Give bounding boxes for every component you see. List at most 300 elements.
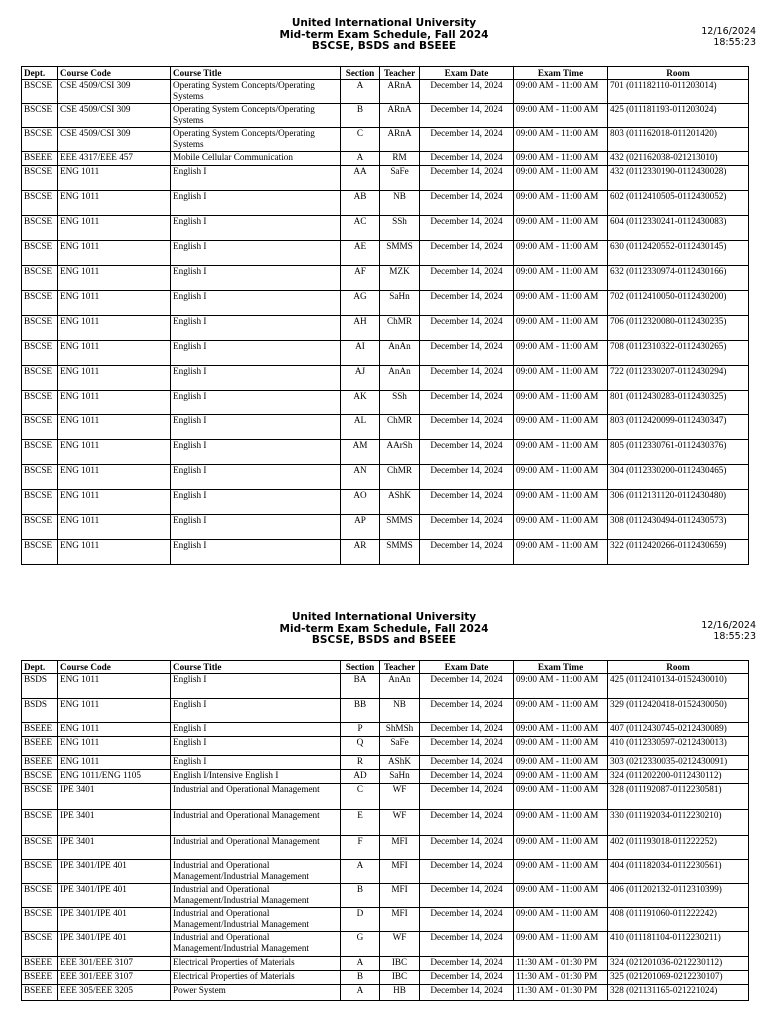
dept-cell: BSCSE <box>22 836 58 860</box>
room-cell: 801 (0112430283-0112430325) <box>608 391 749 415</box>
room-header: Room <box>608 661 749 674</box>
section-cell: AF <box>341 266 380 291</box>
section-cell: B <box>341 971 380 985</box>
room-cell: 328 (021131165-021221024) <box>608 985 749 1001</box>
exam-time-cell: 09:00 AM - 11:00 AM <box>514 908 608 932</box>
table-row <box>22 674 749 699</box>
exam-time-header: Exam Time <box>514 67 608 80</box>
teacher-header: Teacher <box>380 67 420 80</box>
room-cell: 632 (0112330974-0112430166) <box>608 266 749 291</box>
university-name: United International University <box>291 17 477 29</box>
dept-cell: BSCSE <box>22 540 58 565</box>
course-title-cell: English I <box>171 723 341 737</box>
exam-date-cell: December 14, 2024 <box>420 216 514 241</box>
section-cell: R <box>341 756 380 770</box>
exam-time-cell: 09:00 AM - 11:00 AM <box>514 932 608 957</box>
course-title-cell: Industrial and Operational Management/Industrial Management <box>171 884 341 908</box>
exam-date-cell: December 14, 2024 <box>420 80 514 104</box>
dept-cell: BSEEE <box>22 723 58 737</box>
table-row <box>22 884 749 908</box>
table-row <box>22 723 749 737</box>
course-code-cell: IPE 3401 <box>58 810 171 836</box>
print-time: 18:55:23 <box>713 37 756 48</box>
exam-date-header: Exam Date <box>420 67 514 80</box>
page-header <box>0 594 768 646</box>
course-code-cell: EEE 4317/EEE 457 <box>58 152 171 166</box>
dept-cell: BSCSE <box>22 166 58 191</box>
exam-date-header: Exam Date <box>420 661 514 674</box>
exam-time-cell: 11:30 AM - 01:30 PM <box>514 957 608 971</box>
exam-time-cell: 09:00 AM - 11:00 AM <box>514 152 608 166</box>
teacher-cell: SaFe <box>380 166 420 191</box>
table-row <box>22 770 749 784</box>
course-code-cell: ENG 1011 <box>58 756 171 770</box>
exam-date-cell: December 14, 2024 <box>420 465 514 490</box>
section-cell: AG <box>341 291 380 316</box>
course-title-cell: English I <box>171 737 341 756</box>
exam-time-cell: 09:00 AM - 11:00 AM <box>514 756 608 770</box>
course-code-cell: ENG 1011 <box>58 674 171 699</box>
table-row <box>22 80 749 104</box>
exam-date-cell: December 14, 2024 <box>420 932 514 957</box>
dept-cell: BSEEE <box>22 756 58 770</box>
exam-time-cell: 09:00 AM - 11:00 AM <box>514 366 608 391</box>
exam-date-cell: December 14, 2024 <box>420 104 514 128</box>
course-title-cell: English I <box>171 366 341 391</box>
course-title-cell: Power System <box>171 985 341 1001</box>
section-cell: AA <box>341 166 380 191</box>
dept-cell: BSCSE <box>22 860 58 884</box>
section-cell: AJ <box>341 366 380 391</box>
course-title-cell: English I <box>171 166 341 191</box>
table-header-row <box>22 661 749 674</box>
exam-time-cell: 09:00 AM - 11:00 AM <box>514 191 608 216</box>
table-row <box>22 415 749 440</box>
dept-cell: BSCSE <box>22 440 58 465</box>
course-title-cell: English I <box>171 465 341 490</box>
exam-date-cell: December 14, 2024 <box>420 152 514 166</box>
exam-time-cell: 09:00 AM - 11:00 AM <box>514 699 608 723</box>
exam-date-cell: December 14, 2024 <box>420 540 514 565</box>
table-row <box>22 540 749 565</box>
section-cell: BB <box>341 699 380 723</box>
table-row <box>22 128 749 152</box>
room-cell: 324 (021201036-0212230112) <box>608 957 749 971</box>
exam-date-cell: December 14, 2024 <box>420 770 514 784</box>
dept-cell: BSCSE <box>22 241 58 266</box>
table-row <box>22 366 749 391</box>
exam-time-cell: 09:00 AM - 11:00 AM <box>514 216 608 241</box>
dept-cell: BSCSE <box>22 341 58 366</box>
course-title-header: Course Title <box>171 661 341 674</box>
exam-date-cell: December 14, 2024 <box>420 957 514 971</box>
course-title-cell: English I <box>171 756 341 770</box>
course-title-cell: English I <box>171 391 341 415</box>
dept-cell: BSEEE <box>22 737 58 756</box>
course-title-cell: Industrial and Operational Management/Industrial Management <box>171 908 341 932</box>
course-title-cell: Operating System Concepts/Operating Systems <box>171 104 341 128</box>
dept-cell: BSCSE <box>22 266 58 291</box>
course-code-cell: ENG 1011 <box>58 216 171 241</box>
table-row <box>22 266 749 291</box>
course-code-cell: IPE 3401/IPE 401 <box>58 884 171 908</box>
exam-time-cell: 09:00 AM - 11:00 AM <box>514 391 608 415</box>
course-code-cell: EEE 305/EEE 3205 <box>58 985 171 1001</box>
teacher-cell: SaFe <box>380 737 420 756</box>
room-cell: 322 (0112420266-0112430659) <box>608 540 749 565</box>
teacher-cell: ChMR <box>380 316 420 341</box>
table-row <box>22 216 749 241</box>
exam-time-cell: 09:00 AM - 11:00 AM <box>514 465 608 490</box>
room-cell: 604 (0112330241-0112430083) <box>608 216 749 241</box>
course-title-cell: English I <box>171 266 341 291</box>
table-row <box>22 756 749 770</box>
exam-date-cell: December 14, 2024 <box>420 166 514 191</box>
dept-cell: BSCSE <box>22 391 58 415</box>
exam-time-cell: 09:00 AM - 11:00 AM <box>514 104 608 128</box>
room-cell: 706 (0112320080-0112430235) <box>608 316 749 341</box>
table-row <box>22 699 749 723</box>
section-cell: AP <box>341 515 380 540</box>
teacher-cell: MFI <box>380 884 420 908</box>
exam-date-cell: December 14, 2024 <box>420 366 514 391</box>
dept-cell: BSEEE <box>22 152 58 166</box>
course-code-header: Course Code <box>58 661 171 674</box>
schedule-title: Mid-term Exam Schedule, Fall 2024 <box>279 622 489 635</box>
dept-cell: BSDS <box>22 674 58 699</box>
course-code-cell: CSE 4509/CSI 309 <box>58 104 171 128</box>
section-cell: AC <box>341 216 380 241</box>
course-code-cell: ENG 1011 <box>58 699 171 723</box>
course-code-cell: ENG 1011 <box>58 465 171 490</box>
dept-cell: BSEEE <box>22 957 58 971</box>
table-row <box>22 316 749 341</box>
teacher-cell: SaHn <box>380 770 420 784</box>
section-cell: Q <box>341 737 380 756</box>
dept-header: Dept. <box>22 67 58 80</box>
section-header: Section <box>341 67 380 80</box>
teacher-cell: WF <box>380 810 420 836</box>
room-cell: 402 (011193018-011222252) <box>608 836 749 860</box>
dept-cell: BSCSE <box>22 515 58 540</box>
teacher-cell: MFI <box>380 908 420 932</box>
room-cell: 406 (011202132-0112310399) <box>608 884 749 908</box>
exam-time-cell: 09:00 AM - 11:00 AM <box>514 241 608 266</box>
exam-date-cell: December 14, 2024 <box>420 291 514 316</box>
exam-date-cell: December 14, 2024 <box>420 191 514 216</box>
course-code-cell: ENG 1011 <box>58 316 171 341</box>
course-code-cell: ENG 1011 <box>58 415 171 440</box>
dept-cell: BSCSE <box>22 191 58 216</box>
course-title-cell: English I <box>171 515 341 540</box>
dept-header: Dept. <box>22 661 58 674</box>
print-date: 12/16/2024 <box>701 26 756 37</box>
room-cell: 803 (0112420099-0112430347) <box>608 415 749 440</box>
section-cell: A <box>341 860 380 884</box>
course-title-header: Course Title <box>171 67 341 80</box>
table-row <box>22 971 749 985</box>
room-cell: 805 (0112330761-0112430376) <box>608 440 749 465</box>
room-cell: 702 (0112410050-0112430200) <box>608 291 749 316</box>
exam-date-cell: December 14, 2024 <box>420 515 514 540</box>
room-cell: 330 (011192034-0112230210) <box>608 810 749 836</box>
exam-time-cell: 09:00 AM - 11:00 AM <box>514 674 608 699</box>
room-cell: 803 (011162018-011201420) <box>608 128 749 152</box>
program-list: BSCSE, BSDS and BSEEE <box>311 634 457 646</box>
exam-time-cell: 09:00 AM - 11:00 AM <box>514 80 608 104</box>
section-cell: AL <box>341 415 380 440</box>
exam-time-cell: 09:00 AM - 11:00 AM <box>514 166 608 191</box>
section-header: Section <box>341 661 380 674</box>
exam-time-cell: 09:00 AM - 11:00 AM <box>514 341 608 366</box>
exam-date-cell: December 14, 2024 <box>420 884 514 908</box>
section-cell: C <box>341 784 380 810</box>
section-cell: G <box>341 932 380 957</box>
room-cell: 602 (0112410505-0112430052) <box>608 191 749 216</box>
course-code-cell: IPE 3401/IPE 401 <box>58 860 171 884</box>
dept-cell: BSCSE <box>22 784 58 810</box>
course-title-cell: Industrial and Operational Management <box>171 810 341 836</box>
teacher-cell: MZK <box>380 266 420 291</box>
exam-time-cell: 09:00 AM - 11:00 AM <box>514 784 608 810</box>
section-cell: C <box>341 128 380 152</box>
teacher-cell: MFI <box>380 860 420 884</box>
section-cell: A <box>341 957 380 971</box>
room-cell: 325 (021201069-0212230107) <box>608 971 749 985</box>
table-row <box>22 166 749 191</box>
section-cell: AN <box>341 465 380 490</box>
table-row <box>22 440 749 465</box>
teacher-cell: AArSh <box>380 440 420 465</box>
teacher-cell: HB <box>380 985 420 1001</box>
teacher-cell: NB <box>380 699 420 723</box>
section-cell: AM <box>341 440 380 465</box>
table-row <box>22 836 749 860</box>
section-cell: AO <box>341 490 380 515</box>
course-code-cell: ENG 1011 <box>58 515 171 540</box>
teacher-cell: WF <box>380 784 420 810</box>
exam-date-cell: December 14, 2024 <box>420 341 514 366</box>
room-cell: 432 (0112330190-0112430028) <box>608 166 749 191</box>
exam-date-cell: December 14, 2024 <box>420 391 514 415</box>
exam-date-cell: December 14, 2024 <box>420 316 514 341</box>
room-cell: 407 (0112430745-0212430089) <box>608 723 749 737</box>
table-row <box>22 152 749 166</box>
section-cell: AB <box>341 191 380 216</box>
course-title-cell: Electrical Properties of Materials <box>171 971 341 985</box>
exam-time-cell: 09:00 AM - 11:00 AM <box>514 770 608 784</box>
course-code-cell: ENG 1011 <box>58 723 171 737</box>
course-code-cell: ENG 1011 <box>58 291 171 316</box>
room-cell: 410 (011181104-0112230211) <box>608 932 749 957</box>
teacher-cell: SMMS <box>380 515 420 540</box>
teacher-cell: SaHn <box>380 291 420 316</box>
exam-time-cell: 09:00 AM - 11:00 AM <box>514 836 608 860</box>
room-cell: 304 (0112330200-0112430465) <box>608 465 749 490</box>
exam-date-cell: December 14, 2024 <box>420 756 514 770</box>
course-code-cell: ENG 1011 <box>58 737 171 756</box>
course-code-cell: EEE 301/EEE 3107 <box>58 957 171 971</box>
course-title-cell: English I <box>171 291 341 316</box>
teacher-cell: NB <box>380 191 420 216</box>
teacher-header: Teacher <box>380 661 420 674</box>
room-cell: 306 (0112131120-0112430480) <box>608 490 749 515</box>
teacher-cell: ARnA <box>380 104 420 128</box>
teacher-cell: ShMSh <box>380 723 420 737</box>
section-cell: A <box>341 985 380 1001</box>
exam-time-cell: 09:00 AM - 11:00 AM <box>514 737 608 756</box>
section-cell: AK <box>341 391 380 415</box>
course-title-cell: Operating System Concepts/Operating Systems <box>171 128 341 152</box>
teacher-cell: AnAn <box>380 674 420 699</box>
exam-date-cell: December 14, 2024 <box>420 810 514 836</box>
course-code-cell: IPE 3401/IPE 401 <box>58 908 171 932</box>
teacher-cell: IBC <box>380 971 420 985</box>
course-title-cell: Electrical Properties of Materials <box>171 957 341 971</box>
print-timestamp <box>701 26 756 48</box>
exam-date-cell: December 14, 2024 <box>420 860 514 884</box>
table-row <box>22 241 749 266</box>
exam-time-cell: 09:00 AM - 11:00 AM <box>514 723 608 737</box>
dept-cell: BSCSE <box>22 316 58 341</box>
course-title-cell: English I <box>171 490 341 515</box>
teacher-cell: WF <box>380 932 420 957</box>
exam-date-cell: December 14, 2024 <box>420 737 514 756</box>
exam-time-cell: 09:00 AM - 11:00 AM <box>514 440 608 465</box>
teacher-cell: IBC <box>380 957 420 971</box>
section-cell: F <box>341 836 380 860</box>
exam-date-cell: December 14, 2024 <box>420 836 514 860</box>
teacher-cell: ARnA <box>380 128 420 152</box>
table-row <box>22 191 749 216</box>
course-code-header: Course Code <box>58 67 171 80</box>
dept-cell: BSCSE <box>22 128 58 152</box>
table-row <box>22 957 749 971</box>
exam-date-cell: December 14, 2024 <box>420 784 514 810</box>
teacher-cell: ChMR <box>380 465 420 490</box>
print-timestamp <box>701 620 756 642</box>
room-cell: 410 (0112330597-0212430013) <box>608 737 749 756</box>
teacher-cell: AnAn <box>380 341 420 366</box>
room-cell: 328 (011192087-0112230581) <box>608 784 749 810</box>
section-cell: B <box>341 104 380 128</box>
course-code-cell: ENG 1011 <box>58 490 171 515</box>
room-cell: 432 (021162038-021213010) <box>608 152 749 166</box>
course-title-cell: English I <box>171 415 341 440</box>
table-row <box>22 985 749 1001</box>
course-code-cell: ENG 1011 <box>58 540 171 565</box>
exam-date-cell: December 14, 2024 <box>420 674 514 699</box>
dept-cell: BSCSE <box>22 415 58 440</box>
program-list: BSCSE, BSDS and BSEEE <box>311 40 457 52</box>
dept-cell: BSCSE <box>22 770 58 784</box>
course-code-cell: IPE 3401 <box>58 784 171 810</box>
exam-date-cell: December 14, 2024 <box>420 266 514 291</box>
section-cell: BA <box>341 674 380 699</box>
dept-cell: BSEEE <box>22 971 58 985</box>
exam-date-cell: December 14, 2024 <box>420 128 514 152</box>
table-row <box>22 341 749 366</box>
dept-cell: BSCSE <box>22 104 58 128</box>
course-title-cell: Mobile Cellular Communication <box>171 152 341 166</box>
course-title-cell: English I <box>171 674 341 699</box>
table-row <box>22 291 749 316</box>
exam-time-cell: 09:00 AM - 11:00 AM <box>514 316 608 341</box>
exam-date-cell: December 14, 2024 <box>420 490 514 515</box>
section-cell: P <box>341 723 380 737</box>
course-title-cell: English I <box>171 440 341 465</box>
course-code-cell: CSE 4509/CSI 309 <box>58 80 171 104</box>
exam-date-cell: December 14, 2024 <box>420 723 514 737</box>
room-cell: 425 (0112410134-0152430010) <box>608 674 749 699</box>
teacher-cell: SMMS <box>380 241 420 266</box>
teacher-cell: SSh <box>380 391 420 415</box>
print-time: 18:55:23 <box>713 631 756 642</box>
exam-schedule-table <box>21 660 749 1001</box>
course-title-cell: English I <box>171 341 341 366</box>
course-title-cell: Operating System Concepts/Operating Systems <box>171 80 341 104</box>
course-code-cell: CSE 4509/CSI 309 <box>58 128 171 152</box>
table-row <box>22 391 749 415</box>
section-cell: AD <box>341 770 380 784</box>
room-cell: 722 (0112330207-0112430294) <box>608 366 749 391</box>
dept-cell: BSCSE <box>22 291 58 316</box>
teacher-cell: AShK <box>380 490 420 515</box>
course-title-cell: English I <box>171 316 341 341</box>
table-row <box>22 737 749 756</box>
course-title-cell: English I <box>171 191 341 216</box>
course-code-cell: ENG 1011 <box>58 440 171 465</box>
exam-date-cell: December 14, 2024 <box>420 971 514 985</box>
room-cell: 308 (0112430494-0112430573) <box>608 515 749 540</box>
course-title-cell: English I <box>171 540 341 565</box>
exam-date-cell: December 14, 2024 <box>420 241 514 266</box>
table-row <box>22 784 749 810</box>
room-cell: 425 (011181193-011203024) <box>608 104 749 128</box>
exam-time-cell: 09:00 AM - 11:00 AM <box>514 266 608 291</box>
dept-cell: BSCSE <box>22 884 58 908</box>
course-code-cell: IPE 3401 <box>58 836 171 860</box>
teacher-cell: MFI <box>380 836 420 860</box>
exam-time-cell: 09:00 AM - 11:00 AM <box>514 128 608 152</box>
exam-date-cell: December 14, 2024 <box>420 415 514 440</box>
dept-cell: BSCSE <box>22 810 58 836</box>
teacher-cell: AnAn <box>380 366 420 391</box>
dept-cell: BSCSE <box>22 908 58 932</box>
page-header <box>0 0 768 52</box>
course-title-cell: Industrial and Operational Management/Industrial Management <box>171 932 341 957</box>
exam-time-cell: 11:30 AM - 01:30 PM <box>514 971 608 985</box>
dept-cell: BSCSE <box>22 216 58 241</box>
room-cell: 408 (011191060-011222242) <box>608 908 749 932</box>
course-code-cell: ENG 1011 <box>58 266 171 291</box>
room-cell: 404 (011182034-0112230561) <box>608 860 749 884</box>
dept-cell: BSCSE <box>22 366 58 391</box>
section-cell: AR <box>341 540 380 565</box>
room-cell: 701 (011182110-011203014) <box>608 80 749 104</box>
section-cell: A <box>341 152 380 166</box>
exam-date-cell: December 14, 2024 <box>420 985 514 1001</box>
section-cell: AE <box>341 241 380 266</box>
course-title-cell: Industrial and Operational Management/Industrial Management <box>171 860 341 884</box>
university-name: United International University <box>291 611 477 623</box>
teacher-cell: RM <box>380 152 420 166</box>
teacher-cell: ARnA <box>380 80 420 104</box>
teacher-cell: SSh <box>380 216 420 241</box>
section-cell: AH <box>341 316 380 341</box>
course-code-cell: ENG 1011 <box>58 241 171 266</box>
dept-cell: BSDS <box>22 699 58 723</box>
